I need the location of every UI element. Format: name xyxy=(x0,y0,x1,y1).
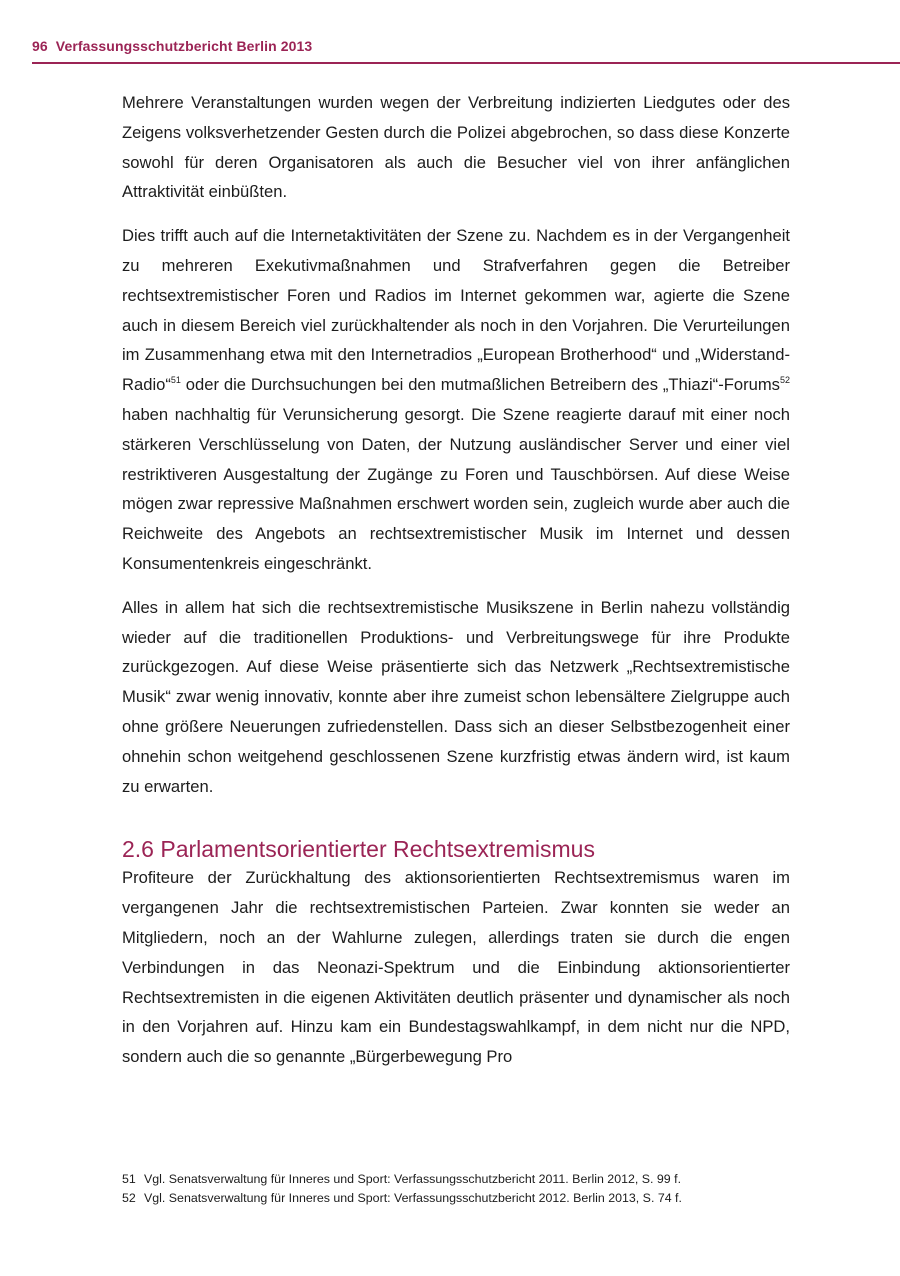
paragraph-concerts: Mehrere Veranstaltungen wurden wegen der Verbreitung indizierten Liedgutes oder des Zeigens volksverhetzender Gesten durch die Polizei abgebrochen, so dass diese Konzerte sowohl für deren Organisatoren als auch die Besucher viel von ihrer anfänglichen Attraktivität einbüßten. xyxy=(122,93,790,202)
footnotes xyxy=(122,1170,822,1208)
footnote-text: Vgl. Senatsverwaltung für Inneres und Sport: Verfassungsschutzbericht 2011. Berlin 2012, S. 99 f. xyxy=(144,1172,682,1186)
footnote-52 xyxy=(122,1189,822,1208)
paragraph-internet xyxy=(122,221,790,579)
main-content xyxy=(122,88,790,1072)
footnote-number: 52 xyxy=(122,1191,136,1205)
footnote-number: 51 xyxy=(122,1172,136,1186)
footnote-51 xyxy=(122,1170,822,1189)
footnote-ref-51[interactable]: 51 xyxy=(170,375,181,386)
page-number: 96 xyxy=(32,38,48,54)
paragraph-summary: Alles in allem hat sich die rechtsextremistische Musikszene in Berlin nahezu vollständig wieder auf die traditionellen Produktions- und Verbreitungswege für ihre Produkte zurückgezogen. Auf diese Weise präsentierte sich das Netzwerk „Rechtsextremistische Musik“ zwar wenig innovativ, konnte aber ihre zumeist schon lebensältere Zielgruppe auch ohne größere Neuerungen zufriedenstellen. Dass sich an dieser Selbstbezogenheit einer ohnehin schon weitgehend geschlossenen Szene kurzfristig etwas ändern wird, ist kaum zu erwarten. xyxy=(122,597,790,796)
footnote-text: Vgl. Senatsverwaltung für Inneres und Sport: Verfassungsschutzbericht 2012. Berlin 2013, S. 74 f. xyxy=(144,1191,682,1205)
document-title: Verfassungsschutzbericht Berlin 2013 xyxy=(55,38,313,54)
running-header xyxy=(32,38,312,54)
footnote-ref-52[interactable]: 52 xyxy=(779,375,790,386)
paragraph-internet-text-2: oder die Durchsuchungen bei den mutmaßlichen Betreibern des „Thiazi“-Forums xyxy=(180,375,780,395)
paragraph-internet-text-3: haben nachhaltig für Verunsicherung gesorgt. Die Szene reagierte darauf mit einer noch stärkeren Verschlüsselung von Daten, der Nutzung ausländischer Server und einer viel restriktiveren Ausgestaltung der Zugänge zu Foren und Tauschbörsen. Auf diese Weise mögen zwar repressive Maßnahmen erschwert worden sein, zugleich wurde aber auch die Reichweite des Angebots an rechtsextremistischer Musik im Internet und dessen Konsumentenkreis eingeschränkt. xyxy=(122,404,790,573)
section-heading: 2.6 Parlamentsorientierter Rechtsextremismus xyxy=(122,836,595,863)
paragraph-internet-text-1: Dies trifft auch auf die Internetaktivitäten der Szene zu. Nachdem es in der Vergangenheit zu mehreren Exekutivmaßnahmen und Strafverfahren gegen die Betreiber rechtsextremistischer Foren und Radios im Internet gekommen war, agierte die Szene auch in diesem Bereich viel zurückhaltender als noch in den Vorjahren. Die Verurteilungen im Zusammenhang etwa mit den Internetradios „European Brotherhood“ und „Widerstand-Radio“ xyxy=(122,226,790,395)
header-divider xyxy=(32,62,900,64)
paragraph-parties: Profiteure der Zurückhaltung des aktionsorientierten Rechtsextremismus waren im vergangenen Jahr die rechtsextremistischen Parteien. Zwar konnten sie weder an Mitgliedern, noch an der Wahlurne zulegen, allerdings traten sie durch die engen Verbindungen in das Neonazi-Spektrum und die Einbindung aktionsorientierter Rechtsextremisten in die eigenen Aktivitäten deutlich präsenter und dynamischer als noch in den Vorjahren auf. Hinzu kam ein Bundestagswahlkampf, in dem nicht nur die NPD, sondern auch die so genannte „Bürgerbewegung Pro xyxy=(122,868,790,1067)
